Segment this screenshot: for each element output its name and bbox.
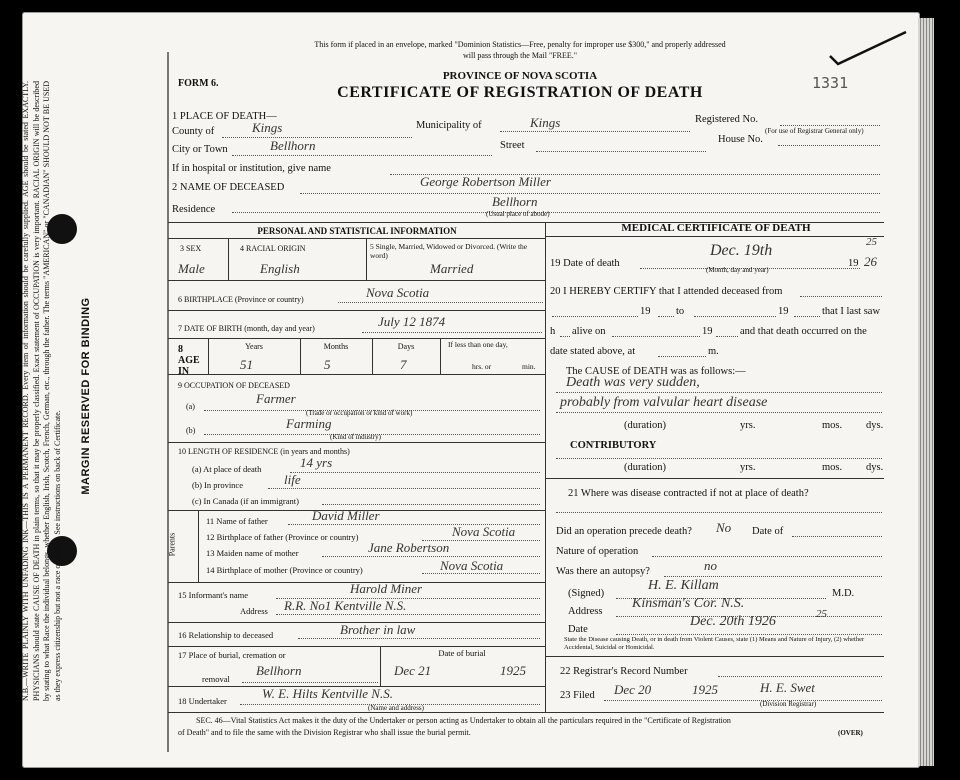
residence-length-label: 10 LENGTH OF RESIDENCE (in years and months) [178,447,350,456]
residence-note: (Usual place of abode) [486,210,550,218]
res-at-place-value: 14 yrs [300,455,333,470]
city-value: Bellhorn [270,138,316,153]
margin-area [21,80,176,740]
undertaker-label: 18 Undertaker [178,696,227,706]
res-canada-label: (c) In Canada (if an immigrant) [192,496,299,506]
mos-label: mos. [822,420,843,431]
mother-birthplace-value: Nova Scotia [440,558,504,573]
municipality-value: Kings [530,115,561,130]
death-date-label: 19 Date of death [550,258,620,269]
duration-label-2: (duration) [624,462,666,473]
street-label: Street [500,140,525,151]
undertaker-value: W. E. Hilts Kentville N.S. [262,686,393,701]
page-title: CERTIFICATE OF REGISTRATION OF DEATH [337,84,703,101]
mos-label-2: mos. [822,462,843,473]
res-at-place-label: (a) At place of death [192,464,262,474]
filed-date-value: Dec 20 [614,682,652,697]
registrar-note: (For use of Registrar General only) [765,127,864,135]
cause-line-2: probably from valvular heart disease [560,395,768,410]
physician-address-label: Address [568,606,603,617]
division-registrar-note: (Division Registrar) [760,700,817,708]
margin-reserved-label: MARGIN RESERVED FOR BINDING [80,297,92,495]
certify-m: m. [708,346,719,357]
registrar-record-label: 22 Registrar's Record Number [560,666,688,677]
cause-footnote: State the Disease causing Death, or in death from Violent Causes, state (1) Means and Nature of Injury, (2) whether Accidental, Suicidal or Homicidal. [564,636,865,651]
birthplace-value: Nova Scotia [366,285,430,300]
registered-label: Registered No. [695,114,758,125]
residence-value: Bellhorn [492,194,538,209]
nature-label: Nature of operation [556,546,639,557]
signed-value: H. E. Killam [648,578,719,593]
marital-value: Married [430,261,474,276]
place-of-death-label: 1 PLACE OF DEATH— [172,111,277,122]
house-label: House No. [718,134,763,145]
occ-b-label: (b) [186,426,196,435]
yrs-label-2: yrs. [740,462,756,473]
certify-19-b: 19 [778,306,789,317]
sex-label: 3 SEX [180,244,202,253]
filed-year-value: 1925 [692,682,718,697]
mother-birthplace-label: 14 Birthplace of mother (Province or country) [206,565,363,575]
county-label: County of [172,126,215,137]
certificate-date-value: Dec. 20th 1926 [690,614,776,629]
yrs-label: yrs. [740,420,756,431]
duration-label: (duration) [624,420,666,431]
registrar-signature: H. E. Swet [760,680,815,695]
death-year-prefix: 19 [848,258,859,269]
mother-label: 13 Maiden name of mother [206,548,299,558]
certify-last-saw: that I last saw [822,306,881,317]
death-year-alt: 25 [866,236,877,248]
operation-label: Did an operation precede death? [556,526,692,537]
burial-date-value: Dec 21 [394,663,432,678]
autopsy-value: no [704,558,717,573]
occ-a-note: (Trade or occupation or kind of work) [306,409,413,417]
occ-a-label: (a) [186,402,195,411]
sec46-line-2: of Death" and to file the same with the Division Registrar who shall issue the burial permit. [178,728,471,737]
removal-label: removal [202,674,230,684]
residence-label: Residence [172,204,216,215]
burial-place-value: Bellhorn [256,663,302,678]
certify-line-3: date stated above, at [550,346,636,357]
stamp-number: 1331 [812,74,849,92]
county-value: Kings [252,120,283,135]
industry-value: Farming [286,416,332,431]
dob-label: 7 DATE OF BIRTH (month, day and year) [178,324,315,333]
days-label: Days [397,342,415,351]
deceased-name-value: George Robertson Miller [420,174,551,189]
medical-section-title: MEDICAL CERTIFICATE OF DEATH [621,222,811,234]
over-label: (OVER) [838,729,863,737]
relationship-value: Brother in law [340,622,416,637]
certify-to: to [676,306,685,317]
certificate-date-label: Date [568,624,588,635]
mother-value: Jane Robertson [368,540,450,555]
age-days-value: 7 [400,357,407,372]
occupation-label: 9 OCCUPATION OF DECEASED [178,381,290,390]
sec46-line-1: SEC. 46—Vital Statistics Act makes it the duty of the Undertaker or person acting as Undertaker to obtain all the particulars required in the "Certificate of Registration [196,716,731,725]
hospital-label: If in hospital or institution, give name [172,163,331,174]
envelope-notice-2: will pass through the Mail "FREE." [462,51,578,60]
envelope-notice: This form if placed in an envelope, marked "Dominion Statistics—Free, penalty for improper use $300," and properly addressed [314,40,726,49]
certify-line-2: and that death occurred on the [740,326,867,337]
age-months-value: 5 [324,357,331,372]
relationship-label: 16 Relationship to deceased [178,630,274,640]
informant-address-value: R.R. No1 Kentville N.S. [284,598,407,613]
father-birthplace-value: Nova Scotia [452,524,516,539]
deceased-name-label: 2 NAME OF DECEASED [172,182,285,193]
filed-label: 23 Filed [560,690,595,701]
sex-value: Male [178,261,205,276]
margin-instructions: N.B.—WRITE PLAINLY WITH UNFADING INK—THIS IS A PERMANENT RECORD. Every item of information should be carefully supplied. AGE should be stated EXACTLY. PHYSICIANS should state CAUSE OF DEATH in plain terms, so that it may be properly classified. Exact statement of OCCUPATION is very important. RACIAL ORIGIN will be described by stating to what Race the individual belongs, whether English, Irish, Scotch, French, German, etc., through the father. The terms "AMERICAN" or "CANADIAN" SHOULD NOT BE USED as they express citizenship but not a race or people. See instructions on back of Certificate. [21,81,62,701]
race-label: 4 RACIAL ORIGIN [240,244,306,253]
op-date-label: Date of [752,526,784,537]
less-than-day-label: If less than one day, [448,340,508,349]
operation-value: No [716,520,732,535]
res-province-label: (b) In province [192,480,243,490]
burial-label: 17 Place of burial, cremation or [178,650,286,660]
contributory-label: CONTRIBUTORY [570,440,657,451]
certify-h: h [550,326,556,337]
dob-value: July 12 1874 [378,314,446,329]
months-label: Months [323,342,349,351]
informant-label: 15 Informant's name [178,590,248,600]
dys-label-2: dys. [866,462,884,473]
contracted-label: 21 Where was disease contracted if not at place of death? [568,488,809,499]
city-label: City or Town [172,144,228,155]
death-year-value: 26 [864,254,877,269]
informant-address-label: Address [240,606,268,616]
informant-value: Harold Miner [350,581,423,596]
age-label: 8 AGE IN [178,344,200,377]
checkmark-mark [828,26,908,66]
page-edge [918,18,934,766]
hrs-label: hrs. or [472,362,492,371]
occupation-value: Farmer [256,391,296,406]
marital-label: 5 Single, Married, Widowed or Divorced. (Write the word) [370,242,528,260]
certify-alive-on: alive on [572,326,606,337]
years-label: Years [245,342,263,351]
father-label: 11 Name of father [206,516,268,526]
race-value: English [260,261,300,276]
municipality-label: Municipality of [416,120,482,131]
min-label: min. [522,362,536,371]
certify-19-a: 19 [640,306,651,317]
certify-19-c: 19 [702,326,713,337]
res-province-value: life [284,472,301,487]
burial-year-value: 1925 [500,663,526,678]
undertaker-note: (Name and address) [368,704,424,712]
father-birthplace-label: 12 Birthplace of father (Province or country) [206,532,359,542]
signed-label: (Signed) [568,588,605,599]
autopsy-label: Was there an autopsy? [556,566,650,577]
death-date-value: Dec. 19th [710,242,773,259]
burial-date-label: Date of burial [438,648,486,658]
md-label: M.D. [832,588,855,599]
father-value: David Miller [312,508,380,523]
personal-section-title: PERSONAL AND STATISTICAL INFORMATION [257,226,457,236]
death-date-note: (Month, day and year) [706,266,769,274]
certificate-date-alt: 25 [816,608,827,620]
birthplace-label: 6 BIRTHPLACE (Province or country) [178,295,304,304]
form-number: FORM 6. [178,78,219,89]
occ-b-note: (Kind of industry) [330,433,381,441]
certify-line-1: 20 I HEREBY CERTIFY that I attended deceased from [550,286,783,297]
dys-label: dys. [866,420,884,431]
cause-label: The CAUSE of DEATH was as follows:— [566,366,746,377]
age-years-value: 51 [240,357,253,372]
physician-address-value: Kinsman's Cor. N.S. [632,596,745,611]
cause-line-1: Death was very sudden, [566,375,700,390]
province-name: PROVINCE OF NOVA SCOTIA [442,70,598,82]
parents-label: Parents [167,532,177,557]
